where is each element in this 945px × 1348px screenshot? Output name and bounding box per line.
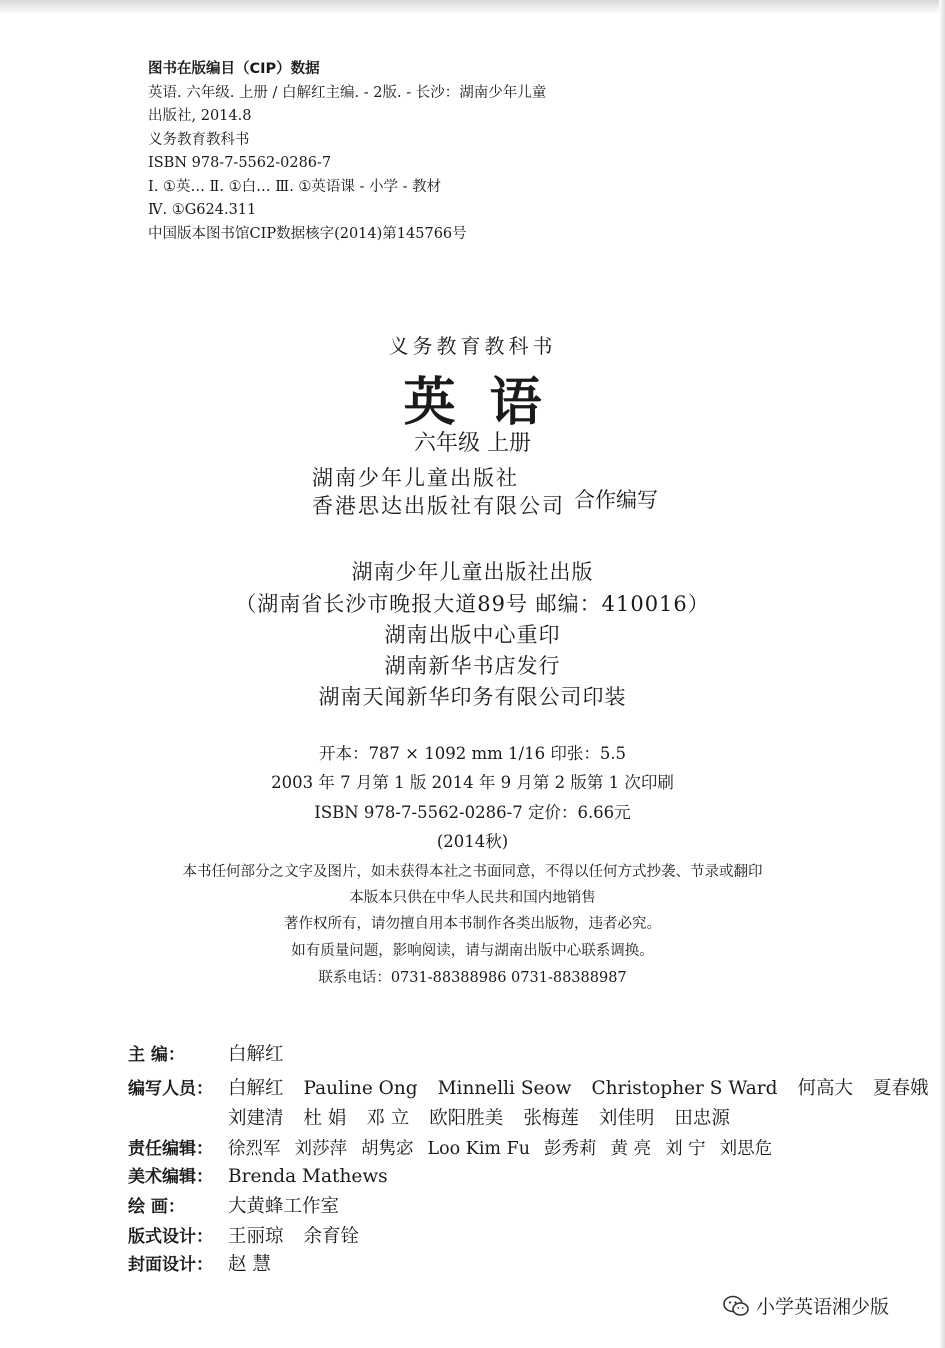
- credit-label: 版式设计：: [128, 1227, 213, 1247]
- rights-notice: 著作权所有，请勿擅自用本书制作各类出版物，违者必究。: [284, 916, 661, 932]
- credit-row: [128, 1192, 359, 1218]
- credit-name: 徐烈军: [228, 1139, 281, 1159]
- credit-row: [128, 1040, 304, 1066]
- credit-name: 杜 娟: [303, 1108, 347, 1129]
- credit-name: Loo Kim Fu: [427, 1139, 530, 1159]
- format-spec: 开本：787 × 1092 mm 1/16 印张：5.5: [318, 744, 627, 763]
- publication-line: 湖南出版中心重印: [384, 623, 561, 647]
- credit-name: 邓 立: [366, 1108, 410, 1129]
- credit-name: 刘建清: [228, 1108, 284, 1129]
- account-watermark: [722, 1292, 889, 1319]
- credit-row: [128, 1134, 772, 1160]
- publication-line: （湖南省长沙市晚报大道89号 邮编：410016）: [235, 592, 710, 616]
- credit-label: 封面设计：: [128, 1255, 213, 1275]
- edition-info: 2003 年 7 月第 1 版 2014 年 9 月第 2 版第 1 次印刷: [271, 773, 674, 792]
- credit-name: Christopher S Ward: [591, 1078, 778, 1099]
- credit-row: [128, 1104, 750, 1130]
- cip-line: 中国版本图书馆CIP数据核字(2014)第145766号: [148, 225, 467, 242]
- sales-region-notice: 本版本只供在中华人民共和国内地销售: [349, 890, 596, 906]
- credit-name: 刘莎萍: [294, 1139, 347, 1159]
- credit-name: 黄 亮: [610, 1139, 652, 1159]
- copyright-notice: 本书任何部分之文字及图片，如未获得本社之书面同意，不得以任何方式抄袭、节录或翻印: [182, 864, 763, 880]
- cip-line: 英语. 六年级. 上册 / 白解红主编. - 2版. - 长沙：湖南少年儿童: [148, 84, 547, 101]
- credit-name: 夏春娥: [872, 1078, 929, 1099]
- season-label: (2014秋): [436, 832, 509, 851]
- credit-name: 刘佳明: [598, 1108, 655, 1129]
- quality-notice: 如有质量问题，影响阅读，请与湖南出版中心联系调换。: [291, 943, 654, 959]
- cip-block: [148, 58, 546, 246]
- cip-line: Ⅰ. ①英… Ⅱ. ①白… Ⅲ. ①英语课 - 小学 - 教材: [148, 178, 442, 195]
- contact-phone: 联系电话：0731-88388986 0731-88388987: [318, 970, 627, 986]
- credit-name: Brenda Mathews: [228, 1166, 388, 1187]
- credit-name: 白解红: [228, 1044, 284, 1065]
- grade-volume: 六年级 上册: [414, 431, 531, 456]
- cip-line: 义务教育教科书: [148, 131, 250, 148]
- credit-name: 欧阳胜美: [429, 1108, 504, 1129]
- credit-name: 赵 慧: [228, 1254, 271, 1275]
- cip-line: ISBN 978-7-5562-0286-7: [148, 155, 332, 171]
- publication-line: 湖南新华书店发行: [384, 654, 561, 678]
- scan-top-edge: [0, 0, 945, 14]
- credit-name: 刘思危: [719, 1139, 773, 1159]
- credit-name: 王丽琼: [228, 1226, 284, 1247]
- cip-heading: 图书在版编目（CIP）数据: [148, 61, 320, 77]
- credit-name: Pauline Ong: [303, 1078, 418, 1099]
- co-publishers: [312, 464, 565, 520]
- cooperation-label: 合作编写: [574, 488, 658, 512]
- publication-line: 湖南天闻新华印务有限公司印装: [318, 685, 627, 709]
- credit-name: 余育铨: [303, 1226, 360, 1247]
- publisher-name: 香港思达出版社有限公司: [312, 494, 565, 518]
- credit-row: [128, 1074, 945, 1100]
- credit-name: 张梅莲: [523, 1108, 579, 1129]
- credit-label: 美术编辑：: [128, 1167, 213, 1187]
- publication-line: 湖南少年儿童出版社出版: [351, 560, 594, 584]
- credit-label: 绘 画：: [128, 1197, 185, 1217]
- wechat-icon: [722, 1295, 750, 1317]
- credit-name: 大黄蜂工作室: [228, 1196, 340, 1217]
- credit-row: [128, 1222, 379, 1248]
- credit-name: 彭秀莉: [544, 1139, 597, 1159]
- cip-line: 出版社, 2014.8: [148, 108, 252, 124]
- publisher-name: 湖南少年儿童出版社: [312, 466, 519, 490]
- credit-label: 编写人员：: [128, 1079, 213, 1099]
- series-title: 义务教育教科书: [388, 334, 557, 358]
- credit-name: 胡隽宓: [361, 1139, 414, 1159]
- credit-name: 白解红: [228, 1078, 284, 1099]
- credit-name: 刘 宁: [665, 1139, 706, 1159]
- isbn-price: ISBN 978-7-5562-0286-7 定价：6.66元: [314, 803, 631, 822]
- credit-label: 主 编：: [128, 1045, 185, 1065]
- credit-name: 田忠源: [674, 1108, 730, 1129]
- credit-row: [128, 1162, 408, 1187]
- book-title: 英语: [403, 373, 576, 433]
- credit-row: [128, 1250, 291, 1276]
- cip-line: Ⅳ. ①G624.311: [148, 202, 257, 218]
- watermark-text: 小学英语湘少版: [756, 1296, 890, 1318]
- credit-label: 责任编辑：: [128, 1139, 213, 1159]
- credit-name: 何高大: [797, 1078, 853, 1099]
- credit-name: Minnelli Seow: [437, 1078, 572, 1099]
